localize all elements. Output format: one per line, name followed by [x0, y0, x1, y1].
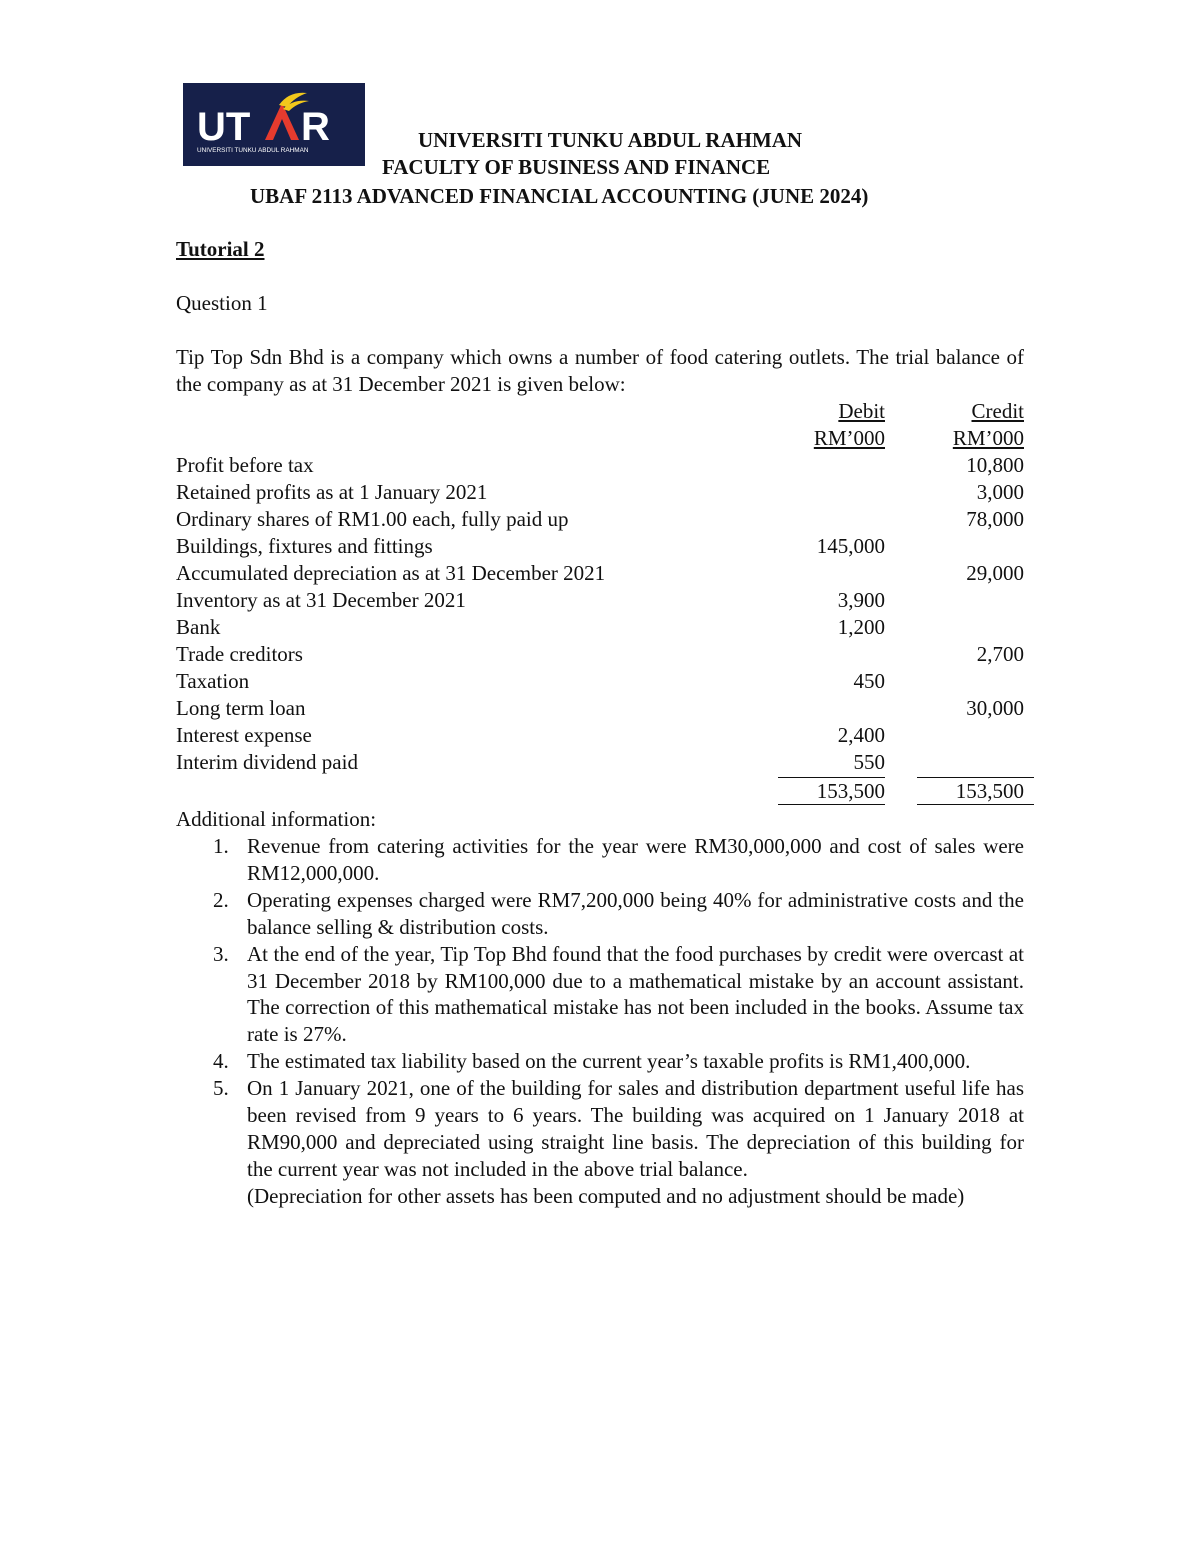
list-item [176, 887, 1024, 941]
svg-text:UT: UT [197, 105, 251, 149]
list-item-number: 5. [213, 1076, 229, 1101]
row-debit: 2,400 [837, 723, 885, 747]
debit-total-underline [778, 804, 885, 805]
credit-total: 153,500 [955, 779, 1024, 803]
list-item [176, 1075, 1024, 1210]
faculty-name: FACULTY OF BUSINESS AND FINANCE [382, 155, 771, 179]
additional-info-list [176, 833, 1024, 1210]
list-item-note: (Depreciation for other assets has been computed and no adjustment should be made) [247, 1183, 965, 1208]
row-label: Taxation [176, 669, 250, 693]
list-item-text: Revenue from catering activities for the year were RM30,000,000 and cost of sales were RM12,000,000. [247, 834, 1024, 885]
row-label: Ordinary shares of RM1.00 each, fully paid up [176, 507, 569, 531]
table-row [176, 452, 1036, 479]
table-row [176, 641, 1036, 668]
row-credit: 29,000 [966, 561, 1024, 585]
row-credit: 2,700 [976, 642, 1024, 666]
row-credit: 78,000 [966, 507, 1024, 531]
list-item-number: 2. [213, 887, 229, 912]
row-label: Long term loan [176, 696, 306, 720]
row-label: Accumulated depreciation as at 31 December 2021 [176, 561, 606, 585]
logo-subtext: UNIVERSITI TUNKU ABDUL RAHMAN [197, 147, 309, 154]
table-row [176, 614, 1036, 641]
table-row [176, 749, 1036, 776]
row-label: Inventory as at 31 December 2021 [176, 588, 466, 612]
credit-total-underline [917, 804, 1034, 805]
row-label: Buildings, fixtures and fittings [176, 534, 433, 558]
utar-logo [183, 83, 365, 166]
list-item-text: The estimated tax liability based on the current year’s taxable profits is RM1,400,000. [247, 1049, 971, 1074]
table-row [176, 722, 1036, 749]
table-row [176, 533, 1036, 560]
row-label: Trade creditors [176, 642, 303, 666]
row-label: Profit before tax [176, 453, 314, 477]
tutorial-title: Tutorial 2 [176, 237, 265, 261]
trial-balance-unit-row [176, 425, 1036, 452]
table-row [176, 506, 1036, 533]
table-row [176, 695, 1036, 722]
table-row [176, 560, 1036, 587]
table-row [176, 668, 1036, 695]
row-label: Interim dividend paid [176, 750, 358, 774]
list-item-number: 4. [213, 1049, 229, 1074]
row-debit: 1,200 [837, 615, 885, 639]
row-label: Interest expense [176, 723, 312, 747]
university-name: UNIVERSITI TUNKU ABDUL RAHMAN [418, 128, 803, 152]
list-item [176, 833, 1024, 887]
trial-balance-body [176, 452, 1036, 776]
credit-header: Credit [971, 399, 1024, 423]
list-item-number: 3. [213, 941, 229, 966]
additional-info-title: Additional information: [176, 807, 377, 831]
trial-balance-total-row [176, 778, 1036, 805]
table-row [176, 479, 1036, 506]
question-intro: Tip Top Sdn Bhd is a company which owns a number of food catering outlets. The trial balance of the company as at 31 December 2021 is given below: [176, 345, 1024, 396]
debit-header: Debit [838, 399, 885, 423]
trial-balance-table [176, 398, 1036, 805]
credit-unit: RM’000 [952, 426, 1024, 450]
list-item [176, 941, 1024, 1049]
list-item [176, 1048, 1024, 1075]
row-credit: 30,000 [966, 696, 1024, 720]
row-credit: 3,000 [976, 480, 1024, 504]
row-debit: 3,900 [837, 588, 885, 612]
debit-total: 153,500 [816, 779, 885, 803]
row-debit: 450 [853, 669, 885, 693]
row-label: Retained profits as at 1 January 2021 [176, 480, 488, 504]
list-item-text: Operating expenses charged were RM7,200,000 being 40% for administrative costs and the balance selling & distribution costs. [247, 887, 1024, 939]
row-debit: 145,000 [816, 534, 885, 558]
question-title: Question 1 [176, 291, 268, 315]
course-title: UBAF 2113 ADVANCED FINANCIAL ACCOUNTING (JUNE 2024) [250, 184, 869, 208]
trial-balance-header-row [176, 398, 1036, 425]
list-item-text: On 1 January 2021, one of the building for sales and distribution department useful life has been revised from 9 years to 6 years. The building was acquired on 1 January 2018 at RM90,000 and depreciated using straight line basis. The depreciation of this building for the current year was not included in the above trial balance. [247, 1076, 1024, 1181]
list-item-number: 1. [213, 834, 229, 858]
row-credit: 10,800 [966, 453, 1024, 477]
row-label: Bank [176, 615, 221, 639]
row-debit: 550 [853, 750, 885, 774]
svg-text:R: R [301, 105, 330, 149]
table-row [176, 587, 1036, 614]
debit-unit: RM’000 [813, 426, 885, 450]
list-item-text: At the end of the year, Tip Top Bhd found that the food purchases by credit were overcast at 31 December 2018 by RM100,000 due to a mathematical mistake by an account assistant. The correction of this mathematical mistake has not been included in the books. Assume tax rate is 27%. [247, 941, 1024, 1047]
